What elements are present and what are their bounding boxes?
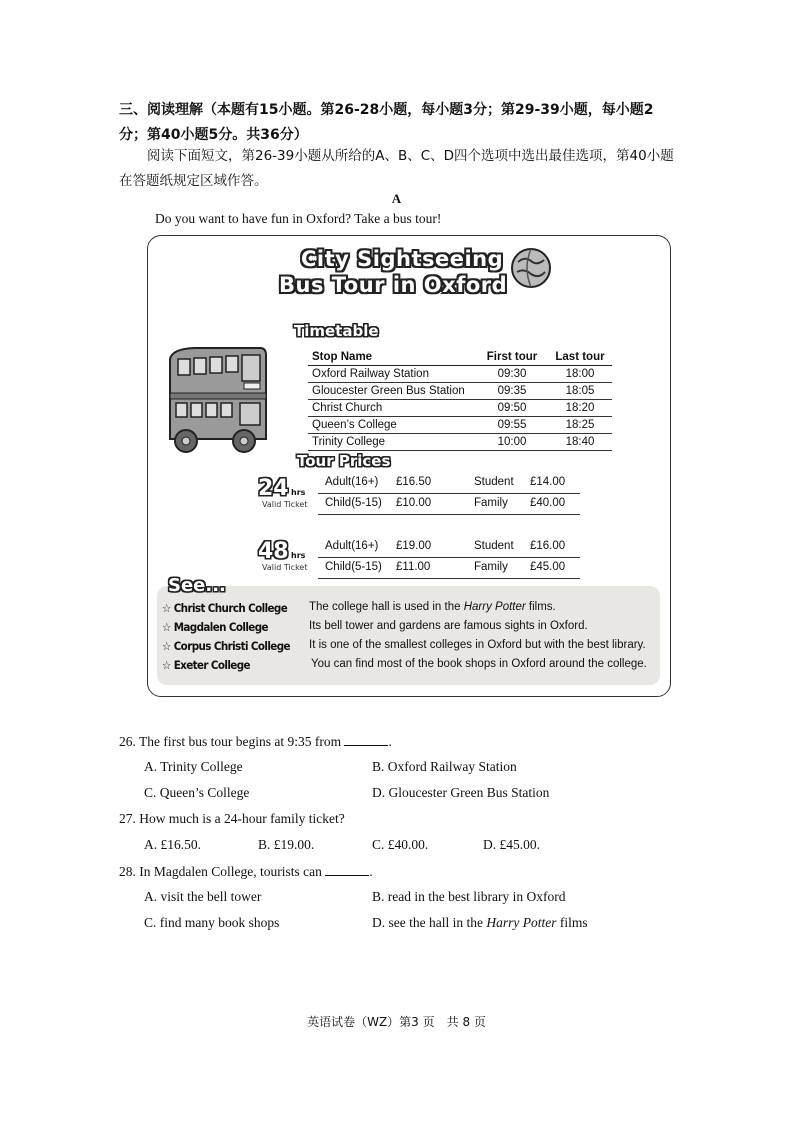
option: C. Queen’s College	[144, 785, 250, 800]
price-label: Adult(16+)	[325, 540, 379, 552]
option: D. see the hall in the Harry Potter films	[372, 915, 588, 930]
option: B. £19.00.	[258, 837, 315, 852]
banner-line-1: City Sightseeing	[301, 247, 504, 271]
price-value: £45.00	[530, 561, 566, 573]
question-26: 26. The first bus tour begins at 9:35 from .	[119, 734, 392, 749]
price-label: Child(5-15)	[325, 561, 382, 573]
last-tour: 18:25	[548, 417, 612, 434]
globe-icon	[509, 246, 553, 290]
option: B. Oxford Railway Station	[372, 759, 517, 774]
table-row	[308, 366, 612, 383]
section-title: 三、阅读理解（本题有15小题。第26-28小题，每小题3分；第29-39小题，每小题2分；第40小题5分。共36分）	[119, 102, 654, 143]
last-tour: 18:05	[548, 383, 612, 400]
college-desc: Its bell tower and gardens are famous sights in Oxford.	[309, 620, 588, 632]
stop-name: Trinity College	[308, 434, 476, 451]
college-name: ☆ Exeter College	[162, 658, 250, 672]
ticket-48h-badge	[258, 539, 316, 575]
price-value: £16.00	[530, 540, 566, 552]
stop-name: Oxford Railway Station	[308, 366, 476, 383]
section-instruction: 阅读下面短文，第26-39小题从所给的A、B、C、D四个选项中选出最佳选项，第40小题在答题纸规定区域作答。	[119, 148, 674, 189]
price-label: Family	[474, 561, 508, 573]
option: D. £45.00.	[483, 837, 540, 852]
ticket-24h-badge	[258, 476, 316, 512]
timetable	[308, 349, 612, 451]
option: A. £16.50.	[144, 837, 201, 852]
ticket-hours: 24	[258, 476, 289, 501]
college-name: ☆ Magdalen College	[162, 620, 268, 634]
timetable-header: Last tour	[548, 349, 612, 366]
first-tour: 09:55	[476, 417, 548, 434]
stop-name: Christ Church	[308, 400, 476, 417]
ticket-hrs: hrs	[291, 551, 306, 560]
table-row	[308, 417, 612, 434]
college-name: ☆ Corpus Christi College	[162, 639, 290, 653]
ticket-hrs: hrs	[291, 488, 306, 497]
last-tour: 18:00	[548, 366, 612, 383]
answer-blank	[325, 863, 369, 876]
passage-letter: A	[391, 191, 402, 206]
college-desc: It is one of the smallest colleges in Oxford but with the best library.	[309, 639, 646, 651]
table-row	[308, 383, 612, 400]
option: B. read in the best library in Oxford	[372, 889, 566, 904]
question-28: 28. In Magdalen College, tourists can .	[119, 864, 373, 879]
college-desc: The college hall is used in the Harry Potter films.	[309, 601, 556, 613]
see-heading: See...	[168, 575, 226, 596]
college-desc: You can find most of the book shops in Oxford around the college.	[311, 658, 647, 670]
banner-line-2: Bus Tour in Oxford	[279, 273, 508, 297]
first-tour: 09:35	[476, 383, 548, 400]
price-value: £19.00	[396, 540, 432, 552]
college-name: ☆ Christ Church College	[162, 601, 288, 615]
option: C. £40.00.	[372, 837, 429, 852]
price-value: £10.00	[396, 497, 432, 509]
last-tour: 18:40	[548, 434, 612, 451]
price-label: Child(5-15)	[325, 497, 382, 509]
price-label: Student	[474, 476, 514, 488]
question-27: 27. How much is a 24-hour family ticket?	[119, 811, 345, 826]
double-decker-bus-icon	[164, 345, 274, 457]
price-row	[318, 537, 580, 558]
option: C. find many book shops	[144, 915, 280, 930]
timetable-header: Stop Name	[308, 349, 476, 366]
answer-blank	[344, 733, 388, 746]
price-row	[318, 558, 580, 579]
price-value: £16.50	[396, 476, 432, 488]
stop-name: Gloucester Green Bus Station	[308, 383, 476, 400]
timetable-header: First tour	[476, 349, 548, 366]
tour-prices-heading: Tour Prices	[297, 452, 391, 470]
page-footer: 英语试卷（WZ）第3 页 共 8 页	[307, 1015, 486, 1029]
price-label: Student	[474, 540, 514, 552]
ticket-hours: 48	[258, 539, 289, 564]
price-label: Adult(16+)	[325, 476, 379, 488]
price-row	[318, 473, 580, 494]
price-row	[318, 494, 580, 515]
first-tour: 10:00	[476, 434, 548, 451]
option: A. Trinity College	[144, 759, 243, 774]
timetable-heading: Timetable	[294, 322, 379, 340]
stop-name: Queen’s College	[308, 417, 476, 434]
price-value: £14.00	[530, 476, 566, 488]
option: D. Gloucester Green Bus Station	[372, 785, 550, 800]
table-row	[308, 434, 612, 451]
price-label: Family	[474, 497, 508, 509]
ticket-valid: Valid Ticket	[262, 563, 308, 572]
ticket-valid: Valid Ticket	[262, 500, 308, 509]
table-row	[308, 400, 612, 417]
first-tour: 09:50	[476, 400, 548, 417]
first-tour: 09:30	[476, 366, 548, 383]
option: A. visit the bell tower	[144, 889, 262, 904]
last-tour: 18:20	[548, 400, 612, 417]
price-value: £40.00	[530, 497, 566, 509]
price-value: £11.00	[396, 561, 431, 573]
passage-intro: Do you want to have fun in Oxford? Take a bus tour!	[155, 211, 442, 226]
